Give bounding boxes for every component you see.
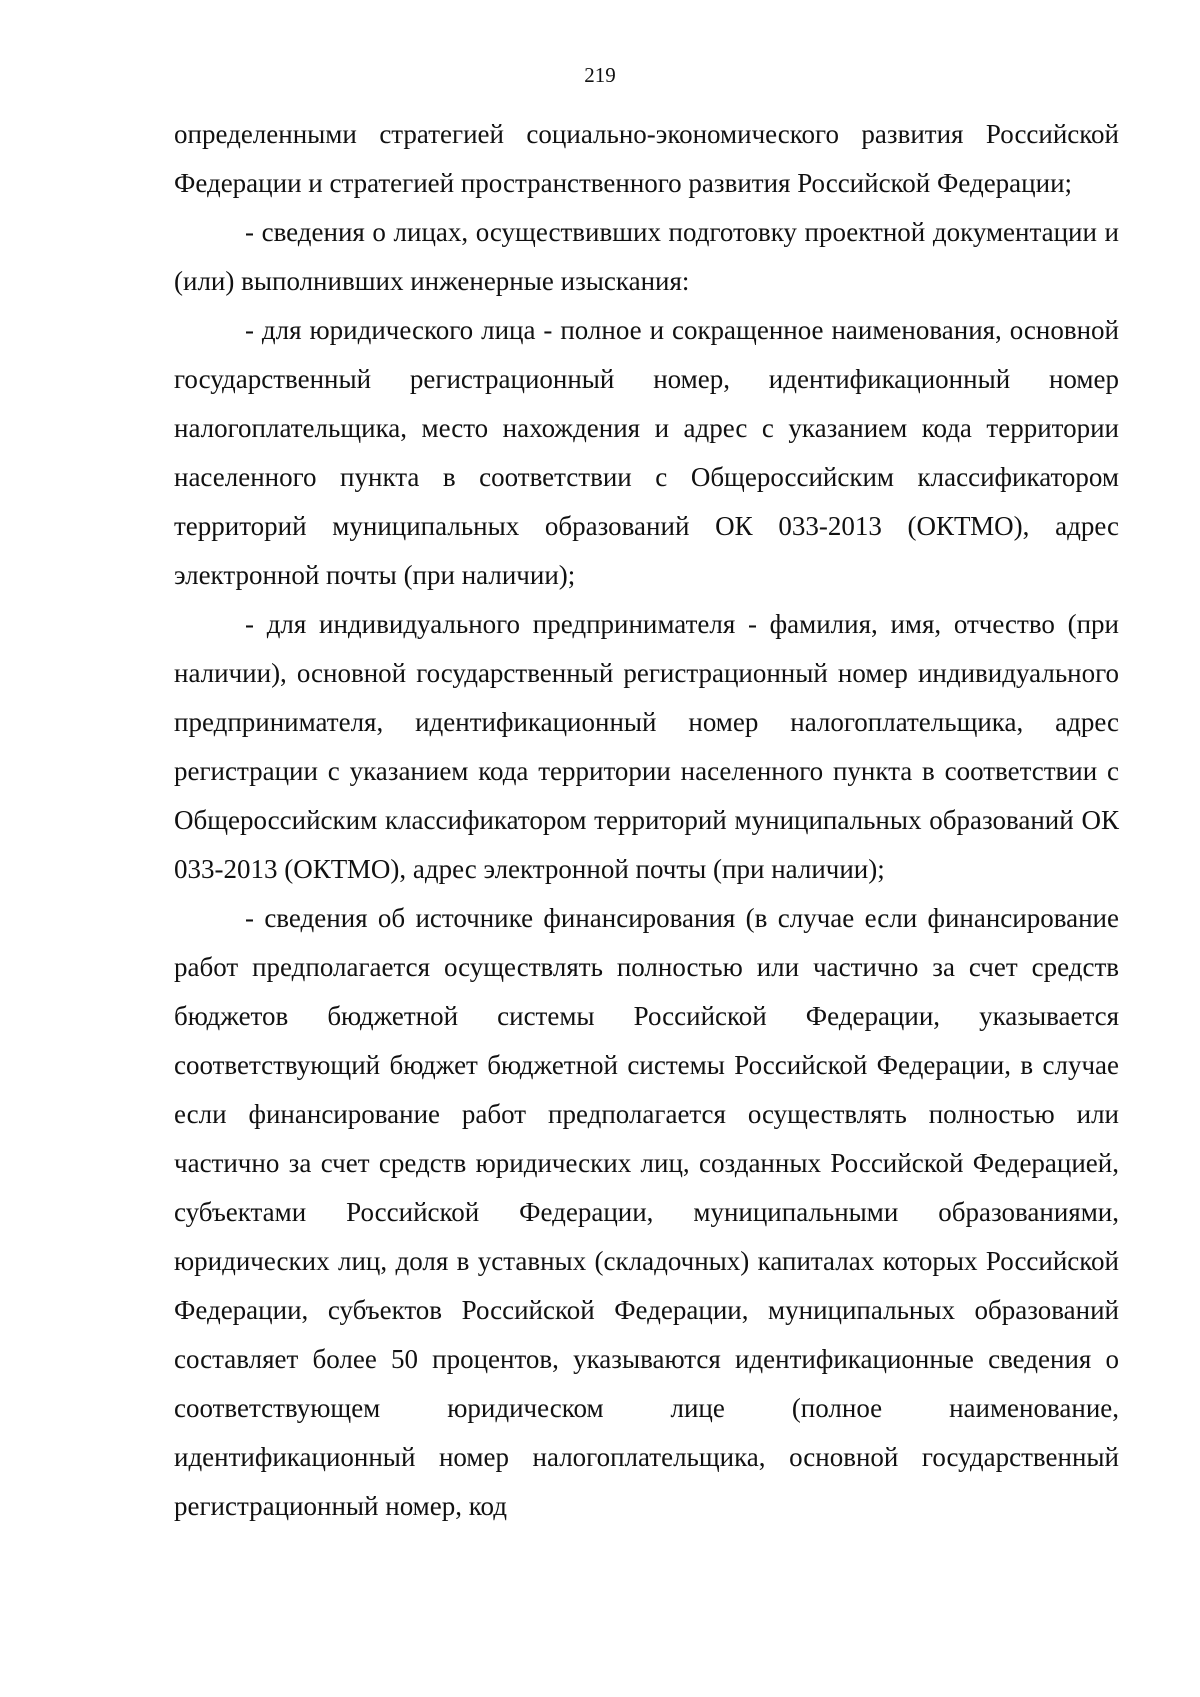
document-body xyxy=(174,110,1119,1531)
paragraph-designers-info: - сведения о лицах, осуществивших подготовку проектной документации и (или) выполнивших инженерные изыскания: xyxy=(174,217,1119,296)
paragraph-funding-source: - сведения об источнике финансирования (в случае если финансирование работ предполагается осуществлять полностью или частично за счет средств бюджетов бюджетной системы Российской Федерации, указывается соответствующий бюджет бюджетной системы Российской Федерации, в случае если финансирование работ предполагается осуществлять полностью или частично за счет средств юридических лиц, созданных Российской Федерацией, субъектами Российской Федерации, муниципальными образованиями, юридических лиц, доля в уставных (складочных) капиталах которых Российской Федерации, субъектов Российской Федерации, муниципальных образований составляет более 50 процентов, указываются идентификационные сведения о соответствующем юридическом лице (полное наименование, идентификационный номер налогоплательщика, основной государственный регистрационный номер, код xyxy=(174,903,1119,1521)
paragraph-continuation: определенными стратегией социально-экономического развития Российской Федерации и стратегией пространственного развития Российской Федерации; xyxy=(174,119,1119,198)
paragraph-individual-entrepreneur: - для индивидуального предпринимателя - фамилия, имя, отчество (при наличии), основной государственный регистрационный номер индивидуального предпринимателя, идентификационный номер налогоплательщика, адрес регистрации с указанием кода территории населенного пункта в соответствии с Общероссийским классификатором территорий муниципальных образований ОК 033-2013 (ОКТМО), адрес электронной почты (при наличии); xyxy=(174,609,1119,884)
page-number: 219 xyxy=(584,63,616,87)
paragraph-legal-entity: - для юридического лица - полное и сокращенное наименования, основной государственный регистрационный номер, идентификационный номер налогоплательщика, место нахождения и адрес с указанием кода территории населенного пункта в соответствии с Общероссийским классификатором территорий муниципальных образований ОК 033-2013 (ОКТМО), адрес электронной почты (при наличии); xyxy=(174,315,1119,590)
